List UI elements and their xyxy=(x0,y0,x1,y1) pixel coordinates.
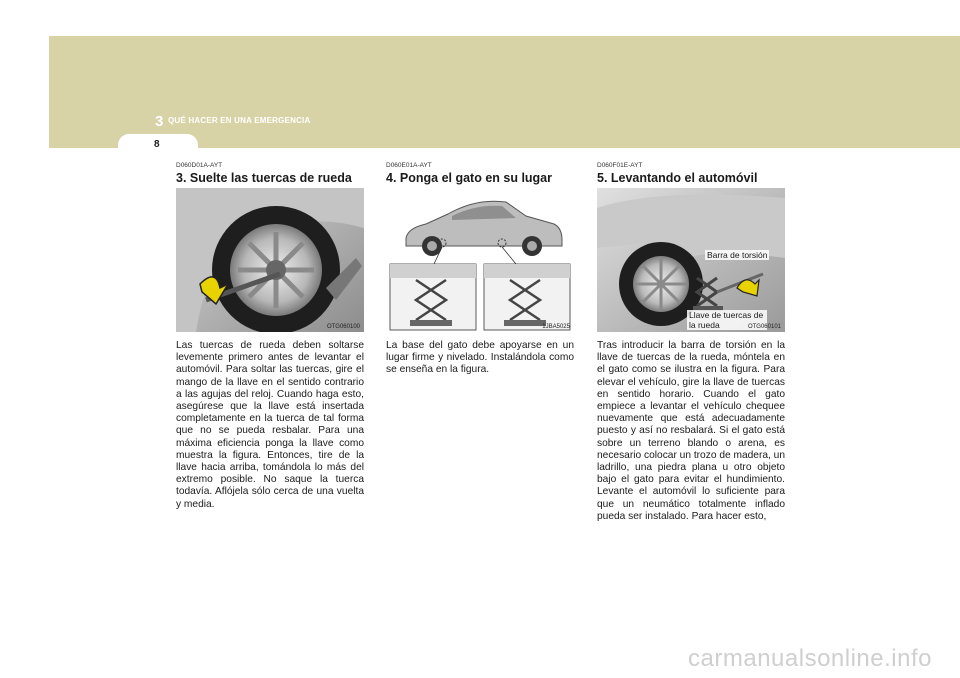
section-body: La base del gato debe apoyarse en un lugar firme y nivelado. Instalándola como se enseña en la figura. xyxy=(386,340,574,376)
figure-code: OTG060101 xyxy=(747,324,781,330)
section-loosen-nuts xyxy=(176,162,364,511)
watermark: carmanualsonline.info xyxy=(688,645,932,672)
section-code: D060D01A-AYT xyxy=(176,162,223,169)
figure-code: OTG060100 xyxy=(326,324,360,330)
section-body: Tras introducir la barra de torsión en la llave de tuercas de la rueda, móntela en el gato como se ilustra en la figura. Para elevar el vehículo, gire la llave de tuercas en sentido horario. Cuando el gato empiece a levantar el vehículo chequee nuevamente que está adecuadamente puesto y así no resbalará. Si el gato está sobre un terreno blando o arena, es necesario colocar un trozo de madera, un ladrillo, una piedra plana u otro objeto bajo el gato para evitar el hundimiento. Levante el automóvil lo suficiente para que un neumático totalmente inflado pueda ser instalado. Para hacer esto, xyxy=(597,340,786,522)
header-band xyxy=(49,36,960,148)
figure-lifting-car xyxy=(597,188,785,332)
figure-loosen-wheel-nuts xyxy=(176,188,364,332)
chapter-number: 3 xyxy=(155,113,164,130)
section-body: Las tuercas de rueda deben soltarse levemente primero antes de levantar el automóvil. Para soltar las tuercas, gire el mango de la llave en el sentido contrario a las agujas del reloj. Cuando haga esto, asegúrese que la llave está insertada completamente en la tuerca de tal forma que no se pueda resbalar. Para una máxima eficiencia ponga la llave como muestra la figura. Entonces, tire de la llave hacia arriba, tomándola lo más del extremo posible. No saque la tuerca todavía. Aflójela sólo cerca de una vuelta y media. xyxy=(176,340,364,510)
wheel-wrench-illustration xyxy=(176,188,364,332)
figure-jack-points xyxy=(386,188,574,332)
section-code: D060E01A-AYT xyxy=(386,162,432,169)
jack-position-diagram xyxy=(386,188,574,332)
section-heading: 4. Ponga el gato en su lugar xyxy=(386,171,553,185)
page-number: 8 xyxy=(154,139,160,150)
section-lift-car xyxy=(597,162,785,523)
lug-wrench-label: Llave de tuercas de la rueda xyxy=(687,310,767,330)
section-heading: 3. Suelte las tuercas de rueda xyxy=(176,171,352,185)
figure-code: 1JBA5025 xyxy=(542,324,570,330)
section-heading: 5. Levantando el automóvil xyxy=(597,171,758,185)
chapter-title: QUÉ HACER EN UNA EMERGENCIA xyxy=(168,116,311,125)
section-position-jack xyxy=(386,162,574,377)
section-code: D060F01E-AYT xyxy=(597,162,643,169)
torsion-bar-label: Barra de torsión xyxy=(707,250,768,260)
